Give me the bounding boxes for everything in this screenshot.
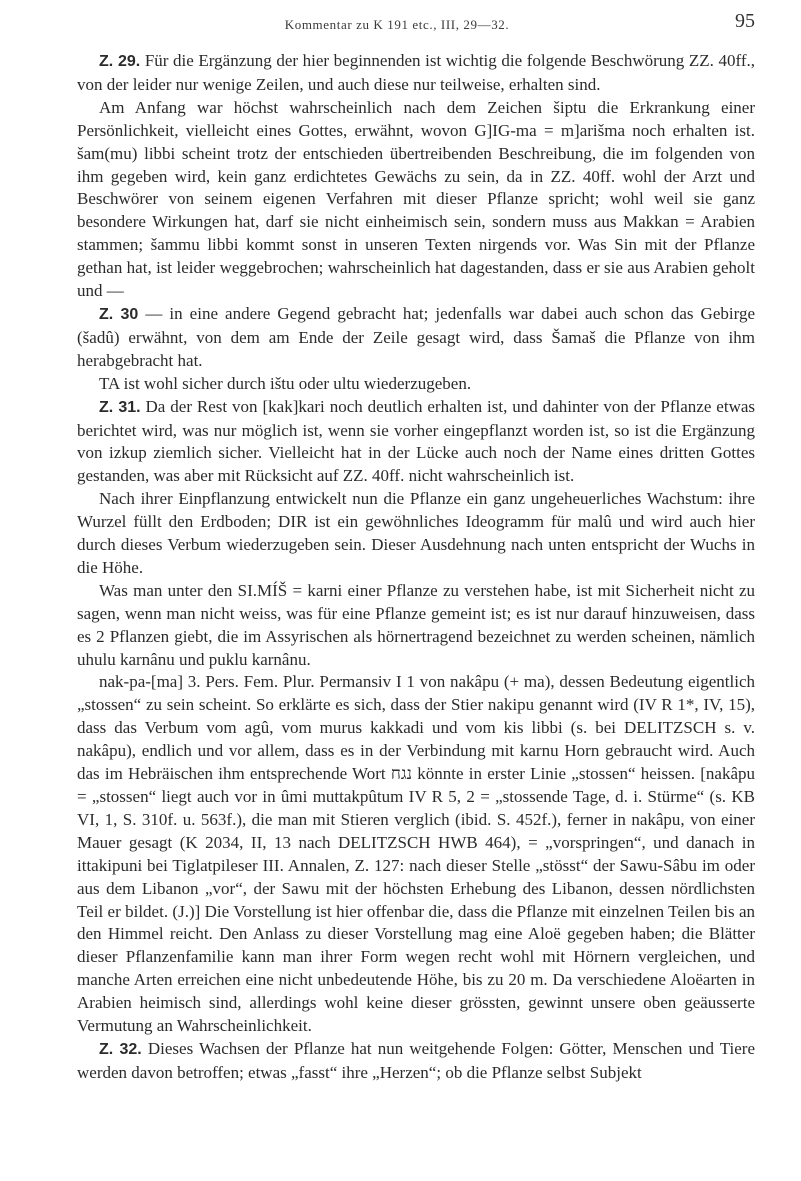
paragraph: [77, 671, 755, 1038]
page-number: 95: [735, 10, 755, 32]
running-head: Kommentar zu K 191 etc., III, 29—32.: [284, 17, 510, 32]
paragraph-text: Da der Rest von [kak]kari noch deutlich erhalten ist, und dahinter von der Pflanze etwas berichtet wird, was nur möglich ist, wenn sie vorher eingepflanzt worden ist, so ist die Ergänzung von izkup ziemlich sicher. Vielleicht hat in der Lücke auch noch der Name eines dritten Gottes gestanden, was aber mit Rücksicht auf ZZ. 40ff. nicht wahrscheinlich ist.: [77, 396, 756, 486]
line-reference: Z. 29.: [99, 53, 141, 70]
document-page: [77, 0, 755, 1181]
paragraph-text: Nach ihrer Einpflanzung entwickelt nun die Pflanze ein ganz ungeheuerliches Wachstum: ihre Wurzel füllt den Erdboden; DIR ist ein gewöhnliches Ideogramm für malû und wird auch hier durch dieses Verbum wiederzugeben sein. Dieser Ausdehnung nach unten entspricht der Wuchs in die Höhe.: [77, 489, 755, 577]
page-header: [77, 10, 755, 40]
line-reference: Z. 31.: [99, 398, 141, 416]
paragraph-z31: [77, 396, 755, 489]
paragraph: [77, 488, 755, 580]
paragraph-text: Was man unter den SI.MÍŠ = karni einer Pflanze zu verstehen habe, ist mit Sicherheit nicht zu sagen, wenn man nicht weiss, was für eine Pflanze gemeint ist; es ist nur darauf hinzuweisen, dass es 2 Pflanzen giebt, die im Assyrischen als hörnertragend bezeichnet zu werden scheinen, nämlich uhulu karnânu und puklu karnânu.: [77, 580, 755, 669]
paragraph: [77, 97, 755, 303]
paragraph-text: — in eine andere Gegend gebracht hat; jedenfalls war dabei auch schon das Gebirge (šadû) erwähnt, von dem am Ende der Zeile gesagt wird, dass Šamaš die Pflanze von ihm herabgebracht hat.: [77, 303, 756, 370]
paragraph-text: Für die Ergänzung der hier beginnenden ist wichtig die folgende Beschwörung ZZ. 40ff., von der leider nur wenige Zeilen, und auch diese nur teilweise, erhalten sind.: [77, 51, 755, 94]
paragraph-text: Dieses Wachsen der Pflanze hat nun weitgehende Folgen: Götter, Menschen und Tiere werden davon betroffen; etwas „fasst“ ihre „Herzen“; ob die Pflanze selbst Subjekt: [77, 1038, 756, 1082]
paragraph-text: nak-pa-[ma] 3. Pers. Fem. Plur. Permansiv I 1 von nakâpu (+ ma), dessen Bedeutung eigentlich „stossen“ zu sein scheint. So erklärte es sich, dass der Stier nakipu genannt wird (IV R 1*, IV, 15), dass das Verbum vom agû, vom murus kakkadi und vom kis libbi (s. bei DELITZSCH s. v. nakâpu), endlich und vor allem, dass es in der Verbindung mit karnu Horn gebraucht wird. Auch das im Hebräischen ihm entsprechende Wort נגח könnte in erster Linie „stossen“ heissen. [nakâpu = „stossen“ liegt auch vor in ûmi muttakpûtum IV R 5, 2 = „stossende Tage, d. i. Stürme“ (s. KB VI, 1, S. 310f. u. 563f.), die man mit Stieren verglich (ibid. S. 452f.), ferner in nakâpu, von einer Mauer gesagt (K 2034, II, 13 nach DELITZSCH HWB 464), = „vorspringen“, und danach in ittakipuni bei Tiglatpileser III. Annalen, Z. 127: nach dieser Stelle „stösst“ der Sawu-Sâbu im oder aus dem Libanon „vor“, der Sawu mit der höchsten Erhebung des Libanon, dessen nördlichsten Teil er bildet. (J.)] Die Vorstellung ist hier offenbar die, dass die Pflanze mit einzelnen Teilen bis an den Himmel reicht. Den Anlass zu dieser Vorstellung mag eine Aloë gegeben haben; die Blätter dieser Pflanzenfamilie kann man ihrer Form wegen recht wohl mit Hörnern vergleichen, und manche Arten erreichen eine nicht unbedeutende Höhe, bis zu 20 m. Da verschiedene Aloëarten in Arabien heimisch sind, allerdings wohl keine dieser grössten, gewinnt unsere oben geäusserte Vermutung an Wahrscheinlichkeit.: [77, 672, 755, 1036]
paragraph-text: Am Anfang war höchst wahrscheinlich nach dem Zeichen šiptu die Erkrankung einer Persönlichkeit, vielleicht eines Gottes, erwähnt, wovon G]IG-ma = m]arišma noch erhalten ist. šam(mu) libbi scheint trotz der entschieden übertreibenden Beschreibung, die im folgenden von ihm gegeben wird, kein ganz erdichtetes Gewächs zu sein, da in ZZ. 40ff. wohl der Arzt und Beschwörer von seinem eigenen Verfahren mit dieser Pflanze spricht; wohl weil sie ganz besondere Wirkungen hat, darf sie nicht einheimisch sein, sondern muss aus Makkan = Arabien stammen; šammu libbi kommt sonst in unseren Texten nirgends vor. Was Sin mit der Pflanze gethan hat, ist leider weggebrochen; wahrscheinlich hat dagestanden, dass er sie aus Arabien geholt und —: [77, 97, 755, 301]
paragraph-z30: [77, 303, 755, 373]
paragraph: [77, 373, 755, 396]
paragraph: [77, 580, 755, 672]
paragraph-z29: [77, 50, 755, 97]
line-reference: Z. 30: [99, 305, 139, 323]
body-text: [77, 50, 755, 1085]
line-reference: Z. 32.: [99, 1040, 142, 1058]
paragraph-z32: [77, 1038, 755, 1085]
paragraph-text: TA ist wohl sicher durch ištu oder ultu wiederzugeben.: [99, 373, 472, 393]
